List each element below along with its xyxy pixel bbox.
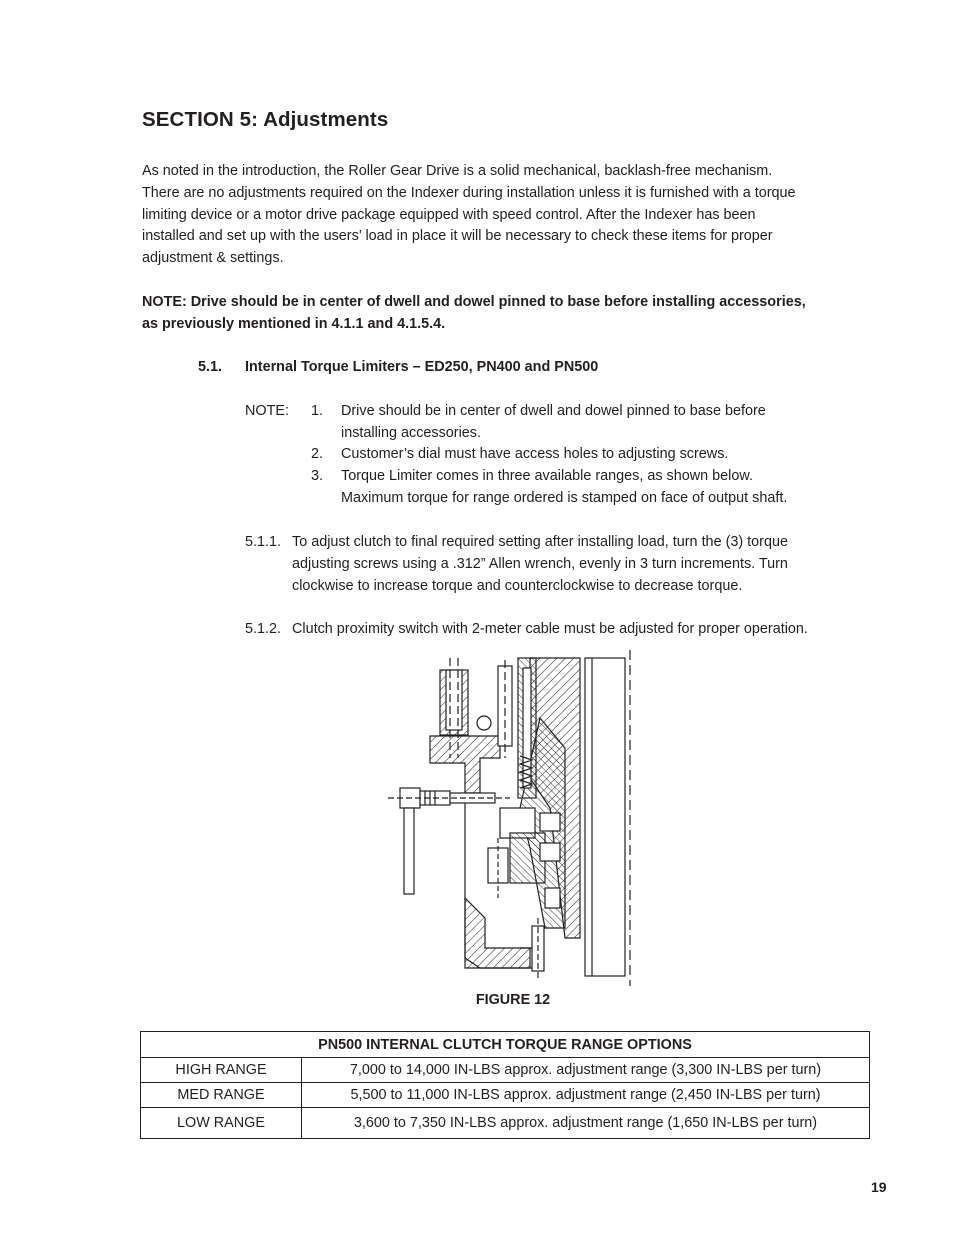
note-number: 3. bbox=[311, 468, 324, 484]
note-text: installing accessories. bbox=[341, 425, 481, 441]
range-cell: LOW RANGE bbox=[141, 1108, 302, 1139]
table-row bbox=[141, 1058, 870, 1083]
step-text: To adjust clutch to final required setting after installing load, turn the (3) torque bbox=[292, 534, 788, 550]
note-text: Maximum torque for range ordered is stamped on face of output shaft. bbox=[341, 490, 788, 506]
intro-line: As noted in the introduction, the Roller Gear Drive is a solid mechanical, backlash-free mechanism. bbox=[142, 163, 773, 179]
range-cell: HIGH RANGE bbox=[141, 1058, 302, 1083]
note-number: 2. bbox=[311, 446, 324, 462]
note-text: Customer’s dial must have access holes to adjusting screws. bbox=[341, 446, 729, 462]
subsection-number: 5.1. bbox=[198, 359, 223, 375]
table-row bbox=[141, 1083, 870, 1108]
range-cell: MED RANGE bbox=[141, 1083, 302, 1108]
step-text: Clutch proximity switch with 2-meter cable must be adjusted for proper operation. bbox=[292, 621, 808, 637]
intro-line: limiting device or a motor drive package equipped with speed control. After the Indexer has been bbox=[142, 207, 756, 223]
step-text: adjusting screws using a .312” Allen wrench, evenly in 3 turn increments. Turn bbox=[292, 556, 788, 572]
note-number: 1. bbox=[311, 403, 324, 419]
step-number: 5.1.2. bbox=[245, 621, 282, 637]
range-description-cell: 5,500 to 11,000 IN-LBS approx. adjustment range (2,450 IN-LBS per turn) bbox=[302, 1083, 870, 1108]
torque-range-table bbox=[140, 1031, 870, 1139]
table-header-row bbox=[141, 1032, 870, 1058]
table-row bbox=[141, 1108, 870, 1139]
figure-caption: FIGURE 12 bbox=[475, 992, 551, 1008]
intro-line: adjustment & settings. bbox=[142, 250, 284, 266]
subsection-title: Internal Torque Limiters – ED250, PN400 and PN500 bbox=[245, 359, 599, 375]
notes-label: NOTE: bbox=[245, 403, 289, 419]
note-text: Torque Limiter comes in three available ranges, as shown below. bbox=[341, 468, 753, 484]
step-number: 5.1.1. bbox=[245, 534, 282, 550]
step-text: clockwise to increase torque and counterclockwise to decrease torque. bbox=[292, 578, 743, 594]
range-description-cell: 7,000 to 14,000 IN-LBS approx. adjustment range (3,300 IN-LBS per turn) bbox=[302, 1058, 870, 1083]
intro-line: There are no adjustments required on the Indexer during installation unless it is furnished with a torque bbox=[142, 185, 796, 201]
bold-note-line: as previously mentioned in 4.1.1 and 4.1.5.4. bbox=[142, 316, 446, 332]
section-title: SECTION 5: Adjustments bbox=[142, 108, 389, 131]
range-description-cell: 3,600 to 7,350 IN-LBS approx. adjustment range (1,650 IN-LBS per turn) bbox=[302, 1108, 870, 1139]
note-text: Drive should be in center of dwell and dowel pinned to base before bbox=[341, 403, 766, 419]
bold-note-line: NOTE: Drive should be in center of dwell and dowel pinned to base before installing accessories, bbox=[142, 294, 806, 310]
torque-limiter-cross-section-drawing bbox=[380, 648, 640, 990]
page-number: 19 bbox=[871, 1179, 887, 1195]
table-title: PN500 INTERNAL CLUTCH TORQUE RANGE OPTIONS bbox=[141, 1032, 870, 1058]
intro-line: installed and set up with the users’ load in place it will be necessary to check these items for proper bbox=[142, 228, 773, 244]
